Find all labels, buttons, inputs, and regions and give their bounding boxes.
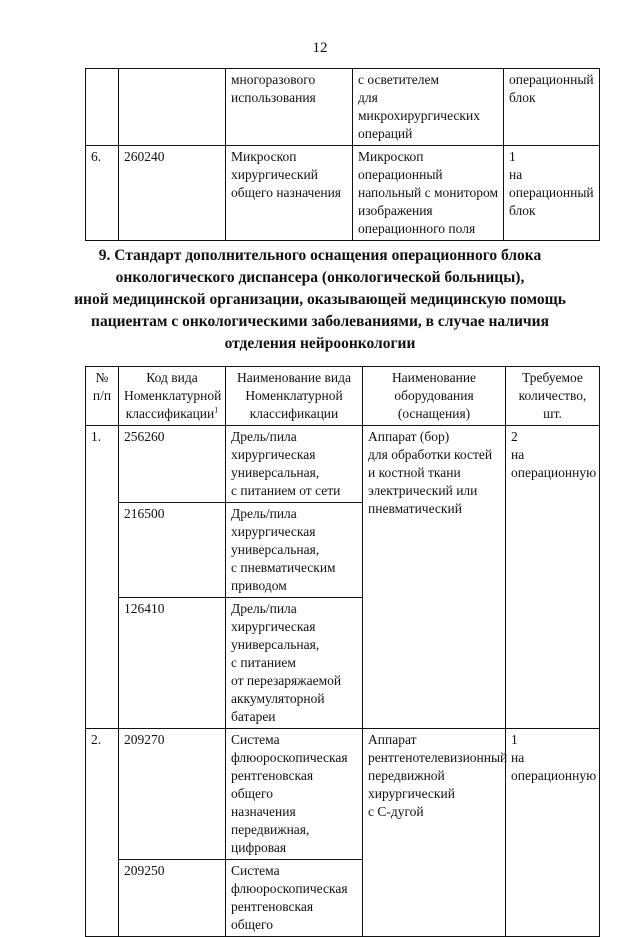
heading-line: пациентам с онкологическими заболеваниями, в случае наличия xyxy=(91,313,549,330)
text-line: Микроскоп xyxy=(231,149,297,164)
text-line: флюороскопическая xyxy=(231,750,348,765)
text-line: многоразового xyxy=(231,72,316,87)
text-line: рентгенотелевизионный xyxy=(368,750,508,765)
header-quantity xyxy=(506,367,600,426)
header-equipment xyxy=(363,367,506,426)
text-line: рентгеновская общего xyxy=(231,899,314,932)
heading-line: иной медицинской организации, оказывающей медицинскую помощь xyxy=(74,291,566,308)
text-line: Дрель/пила xyxy=(231,506,297,521)
text-line: 2 xyxy=(511,429,518,444)
text-line: Дрель/пила xyxy=(231,429,297,444)
text-line: изображения xyxy=(358,203,433,218)
header-line: № xyxy=(95,370,109,385)
quantity-cell xyxy=(504,69,600,146)
equipment-table-continued xyxy=(85,68,600,241)
header-line: Номенклатурной xyxy=(245,388,343,403)
header-line: (оснащения) xyxy=(397,406,471,421)
header-line: Требуемое xyxy=(522,370,583,385)
header-line: Код вида xyxy=(146,370,198,385)
text-line: для обработки костей xyxy=(368,447,493,462)
name-cell xyxy=(226,426,363,503)
name-cell xyxy=(226,503,363,598)
code-cell: 209250 xyxy=(119,860,226,937)
name-cell xyxy=(226,598,363,729)
quantity-cell xyxy=(506,426,600,729)
row-number-cell xyxy=(86,69,119,146)
table-row xyxy=(86,146,600,241)
equipment-table xyxy=(85,366,600,937)
text-line: 1 xyxy=(509,149,516,164)
text-line: назначения xyxy=(231,804,296,819)
text-line: хирургическая xyxy=(231,447,316,462)
text-line: передвижная, xyxy=(231,822,310,837)
name-cell xyxy=(226,729,363,860)
text-line: операционного поля xyxy=(358,221,476,236)
code-cell: 256260 xyxy=(119,426,226,503)
text-line: батареи xyxy=(231,709,276,724)
table-row xyxy=(86,426,600,503)
header-code xyxy=(119,367,226,426)
text-line: приводом xyxy=(231,578,287,593)
section-heading xyxy=(74,245,566,355)
text-line: с питанием xyxy=(231,655,296,670)
text-line: операционную xyxy=(511,465,597,480)
header-line: количество, xyxy=(518,388,587,403)
text-line: хирургический xyxy=(231,167,318,182)
text-line: и костной ткани xyxy=(368,465,461,480)
page-number: 12 xyxy=(312,40,328,56)
text-line: аккумуляторной xyxy=(231,691,325,706)
text-line: Дрель/пила xyxy=(231,601,297,616)
text-line: хирургический xyxy=(368,786,455,801)
text-line: операционную xyxy=(511,768,597,783)
table-header-row xyxy=(86,367,600,426)
header-num xyxy=(86,367,119,426)
text-line: на xyxy=(511,447,525,462)
text-line: на xyxy=(511,750,525,765)
heading-line: онкологического диспансера (онкологической больницы), xyxy=(115,269,525,286)
footnote-mark: 1 xyxy=(214,405,219,415)
text-line: микрохирургических xyxy=(358,108,480,123)
quantity-cell xyxy=(504,146,600,241)
text-line: Аппарат (бор) xyxy=(368,429,450,444)
header-name xyxy=(226,367,363,426)
table-row xyxy=(86,69,600,146)
row-number-cell: 1. xyxy=(86,426,119,729)
heading-line: отделения нейроонкологии xyxy=(224,335,416,352)
equipment-cell xyxy=(363,729,506,937)
text-line: хирургическая xyxy=(231,619,316,634)
text-line: рентгеновская общего xyxy=(231,768,314,801)
equipment-cell xyxy=(353,69,504,146)
text-line: универсальная, xyxy=(231,637,320,652)
header-line xyxy=(124,405,220,423)
header-line: шт. xyxy=(543,406,562,421)
text-line: операционный xyxy=(509,185,594,200)
code-cell: 126410 xyxy=(119,598,226,729)
text-line: универсальная, xyxy=(231,542,320,557)
text-line: передвижной xyxy=(368,768,445,783)
heading-line: 9. Стандарт дополнительного оснащения операционного блока xyxy=(98,247,542,264)
text-line: пневматический xyxy=(368,501,462,516)
header-line: Номенклатурной xyxy=(124,388,222,403)
text-line: операций xyxy=(358,126,413,141)
name-cell xyxy=(226,69,353,146)
row-number-cell: 6. xyxy=(86,146,119,241)
text-line: цифровая xyxy=(231,840,287,855)
text-line: с пневматическим xyxy=(231,560,336,575)
code-cell: 209270 xyxy=(119,729,226,860)
text-line: использования xyxy=(231,90,316,105)
text-line: для xyxy=(358,90,378,105)
text-line: с питанием от сети xyxy=(231,483,341,498)
code-cell: 260240 xyxy=(119,146,226,241)
text-line: универсальная, xyxy=(231,465,320,480)
text-line: электрический или xyxy=(368,483,478,498)
equipment-cell xyxy=(363,426,506,729)
text-line: Система xyxy=(231,732,280,747)
text-line: Система xyxy=(231,863,280,878)
text-line: хирургическая xyxy=(231,524,316,539)
code-cell xyxy=(119,69,226,146)
text-line: блок xyxy=(509,90,536,105)
text-line: флюороскопическая xyxy=(231,881,348,896)
header-line: классификации xyxy=(249,406,339,421)
header-text: классификации xyxy=(125,406,215,421)
quantity-cell xyxy=(506,729,600,937)
text-line: на xyxy=(509,167,523,182)
text-line: операционный xyxy=(358,167,443,182)
header-line: Наименование xyxy=(391,370,477,385)
name-cell xyxy=(226,860,363,937)
header-line: п/п xyxy=(92,388,112,403)
text-line: операционный xyxy=(509,72,594,87)
equipment-cell xyxy=(353,146,504,241)
text-line: Аппарат xyxy=(368,732,417,747)
text-line: напольный с монитором xyxy=(358,185,498,200)
text-line: 1 xyxy=(511,732,518,747)
text-line: с С-дугой xyxy=(368,804,424,819)
text-line: блок xyxy=(509,203,536,218)
text-line: с осветителем xyxy=(358,72,440,87)
text-line: общего назначения xyxy=(231,185,341,200)
table-row xyxy=(86,729,600,860)
text-line: от перезаряжаемой xyxy=(231,673,342,688)
header-line: Наименование вида xyxy=(237,370,351,385)
name-cell xyxy=(226,146,353,241)
header-line: оборудования xyxy=(394,388,474,403)
text-line: Микроскоп xyxy=(358,149,424,164)
row-number-cell: 2. xyxy=(86,729,119,937)
code-cell: 216500 xyxy=(119,503,226,598)
